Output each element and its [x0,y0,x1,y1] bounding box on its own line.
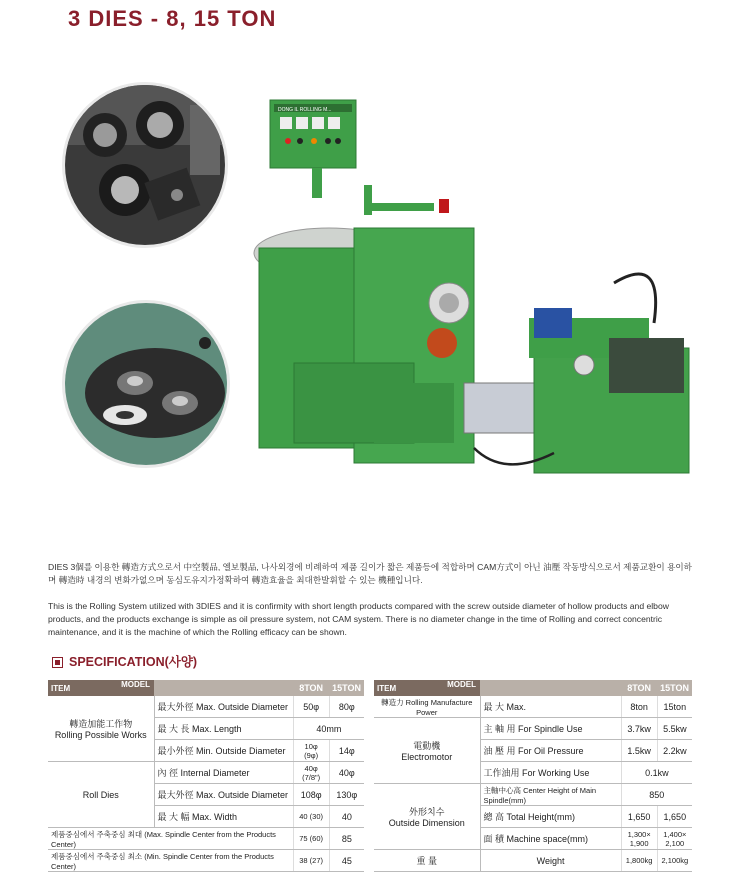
row-label: 工作油用 For Working Use [480,762,621,784]
header-item: ITEM [51,684,71,693]
table-header-row [374,680,692,696]
description-korean: DIES 3個를 이용한 轉造方式으로서 中空製品, 엘보製品, 나사외경에 비례하여 제품 길이가 짧은 제품등에 적합하며 CAM方式이 아닌 油壓 작동방식으로서 제품교환이 용이하며 轉造時 내경의 변화가없으며 동심도유지가정확하여 轉造효율을 최대한발휘할 수 있는 機種입니다. [48,562,692,585]
row-value-15ton: 85 [329,828,364,850]
row-value-shared: 0.1kw [621,762,692,784]
table-header-row [48,680,364,696]
page-title: 3 DIES - 8, 15 TON [68,6,277,31]
header-model: MODEL [447,680,476,689]
row-value-8ton: 1,650 [621,806,657,828]
row-value-15ton: 130φ [329,784,364,806]
row-label: 最 大 Max. [480,696,621,718]
header-15ton: 15TON [657,680,692,696]
row-label: 最 大 長 Max. Length [154,718,293,740]
description-english: This is the Rolling System utilized with 3DIES and it is confirmity with short length products compared with the screw outside diameter of hollow products and elbow products, and the products exchange is simple as oil pressure system, not CAM system. There is no diameter change in the time of Rolling and correct concentric maintenance, and it is the machine of which the Rolling efficacy can be shown. [48,601,669,637]
row-value-8ton: 1,800kg [621,850,657,872]
table-row [48,850,364,872]
row-value-15ton: 5.5kw [657,718,692,740]
row-label: 油 壓 用 For Oil Pressure [480,740,621,762]
group-en: Electromotor [401,752,453,762]
header-model: MODEL [121,680,150,689]
row-value-8ton: 1.5kw [621,740,657,762]
row-label: 內 徑 Internal Diameter [154,762,293,784]
group-weight: 重 量 [374,850,480,872]
row-value-8ton: 108φ [293,784,329,806]
row-value-8ton: 75 (60) [293,828,329,850]
row-label: 主軸中心高 Center Height of Main Spindle(mm) [480,784,621,806]
header-blank [154,680,293,696]
table-row [48,828,364,850]
row-value-15ton: 40φ [329,762,364,784]
group-rolling-power: 轉造力 Rolling Manufacture Power [374,696,480,718]
item-model-header [48,680,154,696]
row-label: 面 積 Machine space(mm) [480,828,621,850]
row-value-8ton: 38 (27) [293,850,329,872]
row-value-15ton: 15ton [657,696,692,718]
dies-closeup-photo [62,82,228,248]
row-value-15ton: 40 [329,806,364,828]
row-label: Weight [480,850,621,872]
group-en: Rolling Possible Works [54,730,147,740]
header-15ton: 15TON [329,680,364,696]
group-kr: 轉造加能工作物 [69,719,133,729]
group-rolling-possible-works [48,696,154,762]
row-label: 主 軸 用 For Spindle Use [480,718,621,740]
row-value-15ton: 2,100kg [657,850,692,872]
row-value-8ton: 40φ (7/8") [293,762,329,784]
spec-table-left [48,680,364,872]
row-value-15ton: 2.2kw [657,740,692,762]
row-label: 제품중심에서 주축중심 최소 (Min. Spindle Center from the Products Center) [48,850,293,872]
die-plate-photo [62,300,230,468]
header-8ton: 8TON [293,680,329,696]
row-label: 總 高 Total Height(mm) [480,806,621,828]
group-kr: 外形치수 [409,807,445,817]
row-value-15ton: 1,650 [657,806,692,828]
header-item: ITEM [377,684,397,693]
row-label: 最小外徑 Min. Outside Diameter [154,740,293,762]
table-row [374,850,692,872]
row-value-15ton: 1,400× 2,100 [657,828,692,850]
rolling-machine-photo [234,93,692,505]
row-value-8ton: 3.7kw [621,718,657,740]
row-value-15ton: 80φ [329,696,364,718]
row-label: 最大外徑 Max. Outside Diameter [154,696,293,718]
item-model-header [374,680,480,696]
row-label: 제품중심에서 주축중심 최대 (Max. Spindle Center from the Products Center) [48,828,293,850]
group-outside-dimension [374,784,480,850]
row-value-8ton: 50φ [293,696,329,718]
spec-heading-text: SPECIFICATION(사양) [69,655,198,669]
header-blank [480,680,621,696]
row-value-8ton: 40 (30) [293,806,329,828]
row-value-15ton: 45 [329,850,364,872]
header-8ton: 8TON [621,680,657,696]
group-kr: 電動機 [413,741,441,751]
group-electromotor [374,718,480,784]
table-row [374,784,692,806]
row-value-15ton: 14φ [329,740,364,762]
bullet-square-icon [52,657,63,668]
row-value-8ton: 10φ (9φ) [293,740,329,762]
table-row [48,762,364,784]
row-value-8ton: 1,300× 1,900 [621,828,657,850]
spec-table-right [374,680,692,872]
table-row [374,696,692,718]
row-value-shared: 850 [621,784,692,806]
row-value-8ton: 8ton [621,696,657,718]
group-roll-dies: Roll Dies [48,762,154,828]
table-row [48,696,364,718]
row-label: 最大外徑 Max. Outside Diameter [154,784,293,806]
group-en: Outside Dimension [388,818,465,828]
row-label: 最 大 幅 Max. Width [154,806,293,828]
spec-heading [52,652,197,670]
table-row [374,718,692,740]
row-value-shared: 40mm [293,718,364,740]
panel-label: DONG IL ROLLING M... [278,107,332,113]
